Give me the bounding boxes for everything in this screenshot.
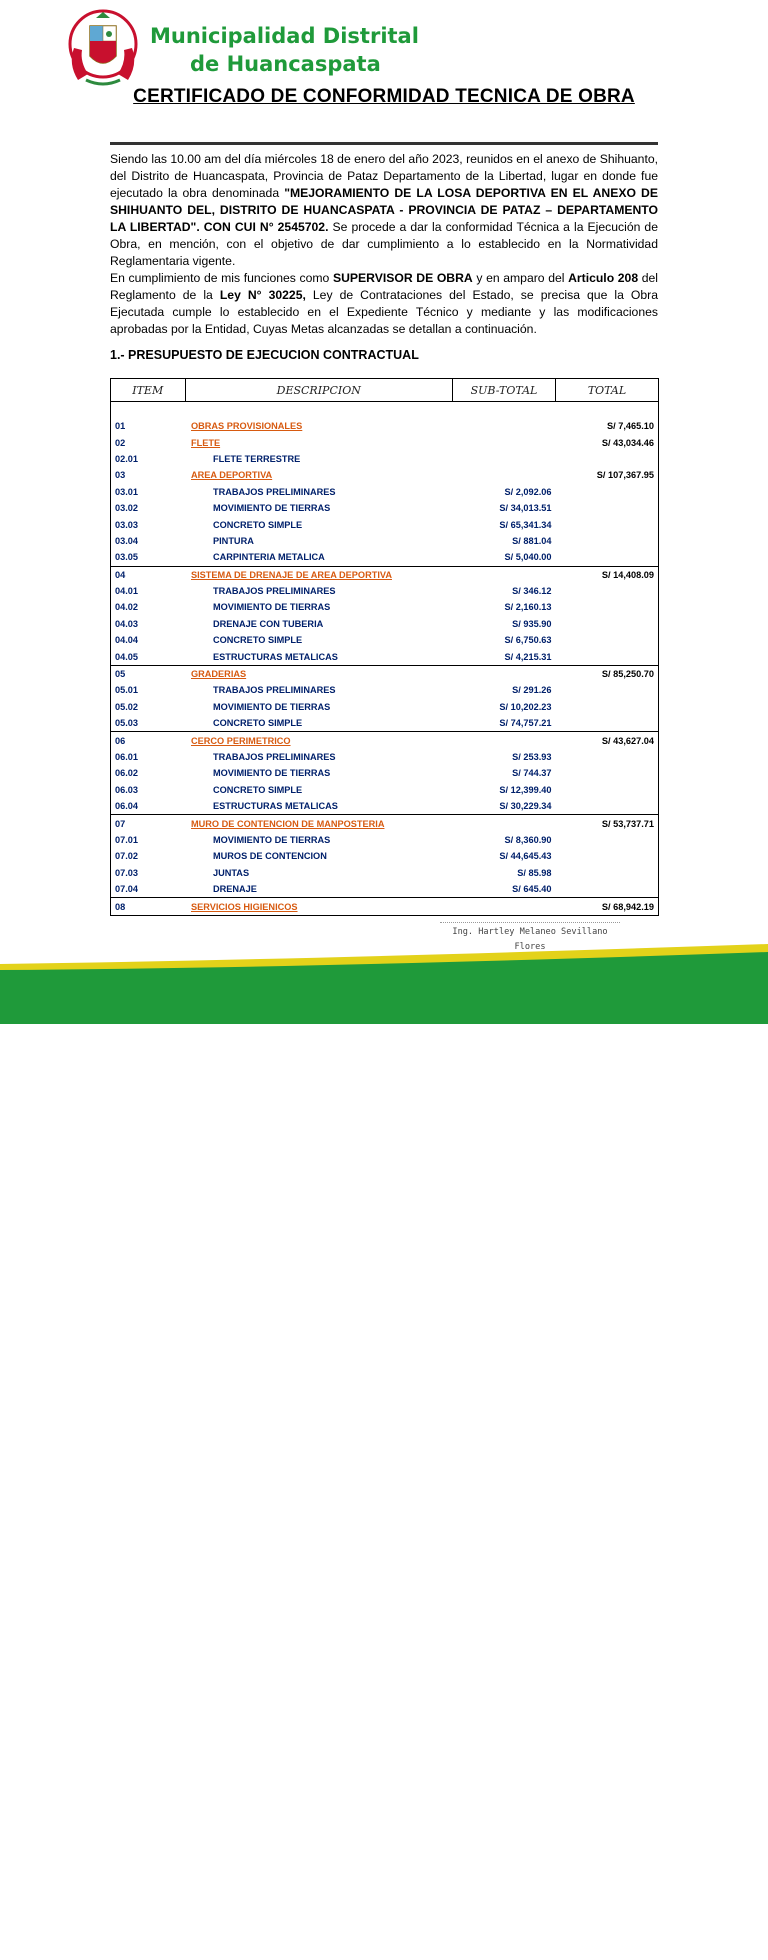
item-code: 02.01 <box>115 453 138 464</box>
col-descripcion: DESCRIPCION <box>185 379 453 402</box>
item-code: 04.04 <box>115 635 138 646</box>
item-subtotal: S/ 74,757.21 <box>499 718 552 729</box>
item-description: MOVIMIENTO DE TIERRAS <box>213 834 331 845</box>
budget-table <box>110 378 659 916</box>
item-subtotal <box>453 815 556 832</box>
item-code: 06.02 <box>115 768 138 779</box>
item-code: 04.05 <box>115 651 138 662</box>
item-code: 04 <box>111 566 186 583</box>
item-description: TRABAJOS PRELIMINARES <box>213 752 336 762</box>
org-line-2: de Huancaspata <box>190 52 381 76</box>
item-description <box>185 665 453 682</box>
table-row <box>111 616 659 632</box>
item-code: 07.03 <box>115 867 138 878</box>
table-row <box>111 516 659 532</box>
item-total: S/ 85,250.70 <box>556 665 659 682</box>
item-subtotal <box>453 418 556 434</box>
budget-body <box>111 402 659 916</box>
municipality-name <box>150 22 419 78</box>
item-total <box>556 516 659 532</box>
item-code: 04.03 <box>115 618 138 629</box>
item-subtotal: S/ 744.37 <box>512 768 552 779</box>
item-subtotal: S/ 2,160.13 <box>504 602 552 613</box>
item-total: S/ 14,408.09 <box>556 566 659 583</box>
at-icon: @ <box>39 1914 49 1925</box>
document-title: CERTIFICADO DE CONFORMIDAD TECNICA DE OBRA <box>133 86 635 107</box>
item-total: S/ 7,465.10 <box>607 421 654 432</box>
item-code: 03.02 <box>115 503 138 514</box>
item-description: TRABAJOS PRELIMINARES <box>213 685 336 696</box>
item-subtotal: S/ 2,092.06 <box>504 486 552 497</box>
item-subtotal <box>453 898 556 915</box>
org-line-1: Municipalidad Distrital <box>150 24 419 48</box>
spacer-row <box>111 402 659 419</box>
group-title: CERCO PERIMETRICO <box>191 735 291 746</box>
contact-list <box>36 1896 500 1960</box>
item-code: 05.01 <box>115 685 138 696</box>
item-total: S/ 107,367.95 <box>596 470 654 481</box>
group-title: SISTEMA DE DRENAJE DE AREA DEPORTIVA <box>191 569 392 580</box>
item-total <box>556 832 659 848</box>
contact-phone <box>36 1896 500 1912</box>
item-subtotal: S/ 291.26 <box>512 685 552 696</box>
table-row <box>111 533 659 549</box>
item-total <box>556 749 659 765</box>
item-code: 07.01 <box>115 834 138 845</box>
item-code: 05.02 <box>115 701 138 712</box>
item-subtotal: S/ 12,399.40 <box>499 784 552 795</box>
table-row <box>111 732 659 749</box>
table-row <box>111 632 659 648</box>
item-description: TRABAJOS PRELIMINARES <box>213 586 336 597</box>
table-row <box>111 699 659 715</box>
item-description <box>185 566 453 583</box>
intro-paragraph <box>110 151 658 270</box>
item-total <box>556 881 659 898</box>
item-code: 04.02 <box>115 602 138 613</box>
item-total <box>556 616 659 632</box>
item-description: CONCRETO SIMPLE <box>213 635 303 646</box>
item-total <box>556 865 659 881</box>
signer-name: Ing. Hartley Melaneo Sevillano Flores <box>452 927 608 952</box>
item-subtotal <box>453 434 556 450</box>
phone-icon: ☎ <box>37 1898 51 1909</box>
supervisor-role: SUPERVISOR DE OBRA <box>332 271 473 285</box>
group-title: FLETE <box>191 437 221 448</box>
item-description: MOVIMIENTO DE TIERRAS <box>213 768 331 779</box>
item-total <box>556 549 659 566</box>
item-code: 06.03 <box>115 784 138 795</box>
group-title: GRADERIAS <box>191 669 247 680</box>
item-description: CONCRETO SIMPLE <box>213 784 303 795</box>
article-ref: Articulo 208 <box>568 271 639 285</box>
table-row <box>111 549 659 566</box>
item-description: DRENAJE <box>213 884 257 895</box>
title-divider <box>110 142 658 145</box>
table-row <box>111 583 659 599</box>
email-address: munidis.huancaspata@gmail.com <box>58 1914 258 1926</box>
item-description: MOVIMIENTO DE TIERRAS <box>213 602 331 613</box>
item-code: 08 <box>111 898 186 915</box>
item-description <box>185 815 453 832</box>
contact-email <box>36 1912 500 1928</box>
table-row <box>111 715 659 732</box>
table-row <box>111 418 659 434</box>
table-row <box>111 682 659 698</box>
intro-text-c: Se procede a dar la conformidad Técnica a la Ejecución de Obra, en mención, con el objetivo de dar cumplimiento a lo establecido en la Normatividad Reglamentaria vigente. <box>110 220 658 268</box>
compliance-paragraph <box>110 270 658 338</box>
item-code: 03.05 <box>115 552 138 563</box>
table-row <box>111 665 659 682</box>
item-code: 01 <box>115 421 126 432</box>
item-code: 03 <box>115 470 126 481</box>
item-total <box>556 648 659 665</box>
item-description <box>185 732 453 749</box>
item-subtotal: S/ 935.90 <box>512 618 552 629</box>
item-total: S/ 53,737.71 <box>556 815 659 832</box>
item-description <box>185 418 453 434</box>
table-row <box>111 832 659 848</box>
item-subtotal <box>453 451 556 467</box>
table-row <box>111 881 659 898</box>
table-row <box>111 798 659 815</box>
item-subtotal <box>453 566 556 583</box>
group-title: MURO DE CONTENCION DE MANPOSTERIA <box>191 818 385 829</box>
item-subtotal <box>453 732 556 749</box>
table-row <box>111 599 659 615</box>
section-title: 1.- PRESUPUESTO DE EJECUCION CONTRACTUAL <box>110 348 419 362</box>
item-description: DRENAJE CON TUBERIA <box>213 618 324 629</box>
compliance-text-e: del Reglamento de la <box>110 271 659 302</box>
item-subtotal: S/ 65,341.34 <box>499 519 552 530</box>
item-subtotal: S/ 346.12 <box>512 586 552 597</box>
item-total <box>556 782 659 798</box>
item-description: TRABAJOS PRELIMINARES <box>213 486 336 497</box>
item-subtotal: S/ 253.93 <box>512 752 552 762</box>
item-code: 03.04 <box>115 535 138 546</box>
location-pin-icon: ◉ <box>39 1946 49 1957</box>
contact-address <box>36 1944 500 1960</box>
item-code: 06.01 <box>115 752 138 762</box>
item-subtotal: S/ 881.04 <box>512 535 552 546</box>
table-row <box>111 500 659 516</box>
item-description <box>185 467 453 483</box>
item-code: 03.01 <box>115 486 138 497</box>
item-subtotal: S/ 5,040.00 <box>504 552 552 563</box>
item-total <box>556 599 659 615</box>
item-code: 06.04 <box>115 801 138 812</box>
table-row <box>111 865 659 881</box>
col-subtotal: SUB-TOTAL <box>453 379 556 402</box>
item-total <box>556 699 659 715</box>
phone-number: 972646631 <box>58 1898 125 1910</box>
item-description: CARPINTERIA METALICA <box>213 552 325 563</box>
col-item: ITEM <box>111 379 186 402</box>
item-code: 07.04 <box>115 884 138 895</box>
item-description: CONCRETO SIMPLE <box>213 519 303 530</box>
item-description: MOVIMIENTO DE TIERRAS <box>213 701 331 712</box>
facebook-icon: f <box>41 1930 47 1941</box>
item-description: ESTRUCTURAS METALICAS <box>213 801 338 812</box>
item-total <box>556 715 659 732</box>
item-total <box>556 484 659 500</box>
item-subtotal <box>453 467 556 483</box>
item-description: MUROS DE CONTENCION <box>213 851 327 862</box>
item-code: 05.03 <box>115 718 138 729</box>
item-subtotal <box>453 665 556 682</box>
item-total <box>556 583 659 599</box>
item-code: 07 <box>111 815 186 832</box>
table-row <box>111 566 659 583</box>
item-total <box>556 632 659 648</box>
item-total <box>556 848 659 864</box>
municipal-crest-logo <box>68 4 138 90</box>
item-total <box>556 451 659 467</box>
signature-line <box>440 922 620 923</box>
item-subtotal: S/ 44,645.43 <box>499 851 552 862</box>
item-total <box>556 500 659 516</box>
table-row <box>111 815 659 832</box>
table-row <box>111 484 659 500</box>
table-row <box>111 782 659 798</box>
col-total: TOTAL <box>556 379 659 402</box>
item-total <box>556 798 659 815</box>
footer-band <box>0 942 768 1958</box>
item-subtotal: S/ 8,360.90 <box>504 834 552 845</box>
table-row <box>111 648 659 665</box>
intro-text-a: Siendo las 10.00 am del día miércoles 18 de enero del año 2023, reunidos en el anexo de Shihuanto, del Distrito de Huancaspata, Provincia de Pataz Departamento de la Libertad, lugar en donde fue ejecutado la obra denominada <box>110 152 658 200</box>
item-total <box>556 765 659 781</box>
item-code: 06 <box>111 732 186 749</box>
item-total: S/ 68,942.19 <box>556 898 659 915</box>
item-subtotal: S/ 85.98 <box>517 867 552 878</box>
item-description <box>185 898 453 915</box>
item-code: 04.01 <box>115 586 138 597</box>
item-subtotal: S/ 645.40 <box>512 884 552 895</box>
item-description: PINTURA <box>213 535 254 546</box>
item-code: 02 <box>115 437 126 448</box>
project-name: "MEJORAMIENTO DE LA LOSA DEPORTIVA EN EL ANEXO DE SHIHUANTO DEL, DISTRITO DE HUANCASPATA - PROVINCIA DE PATAZ – DEPARTAMENTO LA LIBERTAD". CON CUI N° 2545702. <box>110 186 658 234</box>
item-description: FLETE TERRESTRE <box>213 453 301 464</box>
item-subtotal: S/ 30,229.34 <box>499 801 552 812</box>
item-description <box>185 434 453 450</box>
item-total: S/ 43,034.46 <box>601 437 654 448</box>
item-subtotal: S/ 34,013.51 <box>499 503 552 514</box>
table-row <box>111 765 659 781</box>
group-title: OBRAS PROVISIONALES <box>191 421 303 432</box>
item-total: S/ 43,627.04 <box>556 732 659 749</box>
compliance-text-g: Ley de Contrataciones del Estado, se precisa que la Obra Ejecutada cumple lo establecido en el Expediente Técnico y mediante y las modificaciones aprobadas por la Entidad, Cuyas Metas alcanzadas se detallan a continuación. <box>110 288 658 336</box>
item-subtotal: S/ 4,215.31 <box>504 651 552 662</box>
contact-facebook <box>36 1928 500 1944</box>
group-title: AREA DEPORTIVA <box>191 470 273 481</box>
facebook-name: Muni Huancaspata <box>58 1930 169 1942</box>
law-ref: Ley N° 30225, <box>219 288 306 302</box>
item-code: 03.03 <box>115 519 138 530</box>
item-description: JUNTAS <box>213 867 250 878</box>
item-description: ESTRUCTURAS METALICAS <box>213 651 338 662</box>
item-subtotal: S/ 6,750.63 <box>504 635 552 646</box>
item-total <box>556 533 659 549</box>
item-code: 07.02 <box>115 851 138 862</box>
compliance-text-c: y en amparo del <box>472 271 569 285</box>
table-row <box>111 434 659 450</box>
street-address: Jr. 05 de Marzo N° 208 Plaza de Armas - Huancaspata - Pataz - La Libertad <box>58 1946 500 1958</box>
compliance-text-a: En cumplimiento de mis funciones como <box>110 271 333 285</box>
table-row <box>111 451 659 467</box>
group-title: SERVICIOS HIGIENICOS <box>191 901 298 912</box>
item-description: MOVIMIENTO DE TIERRAS <box>213 503 331 514</box>
table-row <box>111 749 659 765</box>
footer-background <box>0 942 768 1024</box>
item-subtotal: S/ 10,202.23 <box>499 701 552 712</box>
table-row <box>111 898 659 915</box>
item-code: 05 <box>111 665 186 682</box>
item-total <box>556 682 659 698</box>
table-header-row <box>111 379 659 402</box>
item-description: CONCRETO SIMPLE <box>213 718 303 729</box>
table-row <box>111 848 659 864</box>
table-row <box>111 467 659 483</box>
